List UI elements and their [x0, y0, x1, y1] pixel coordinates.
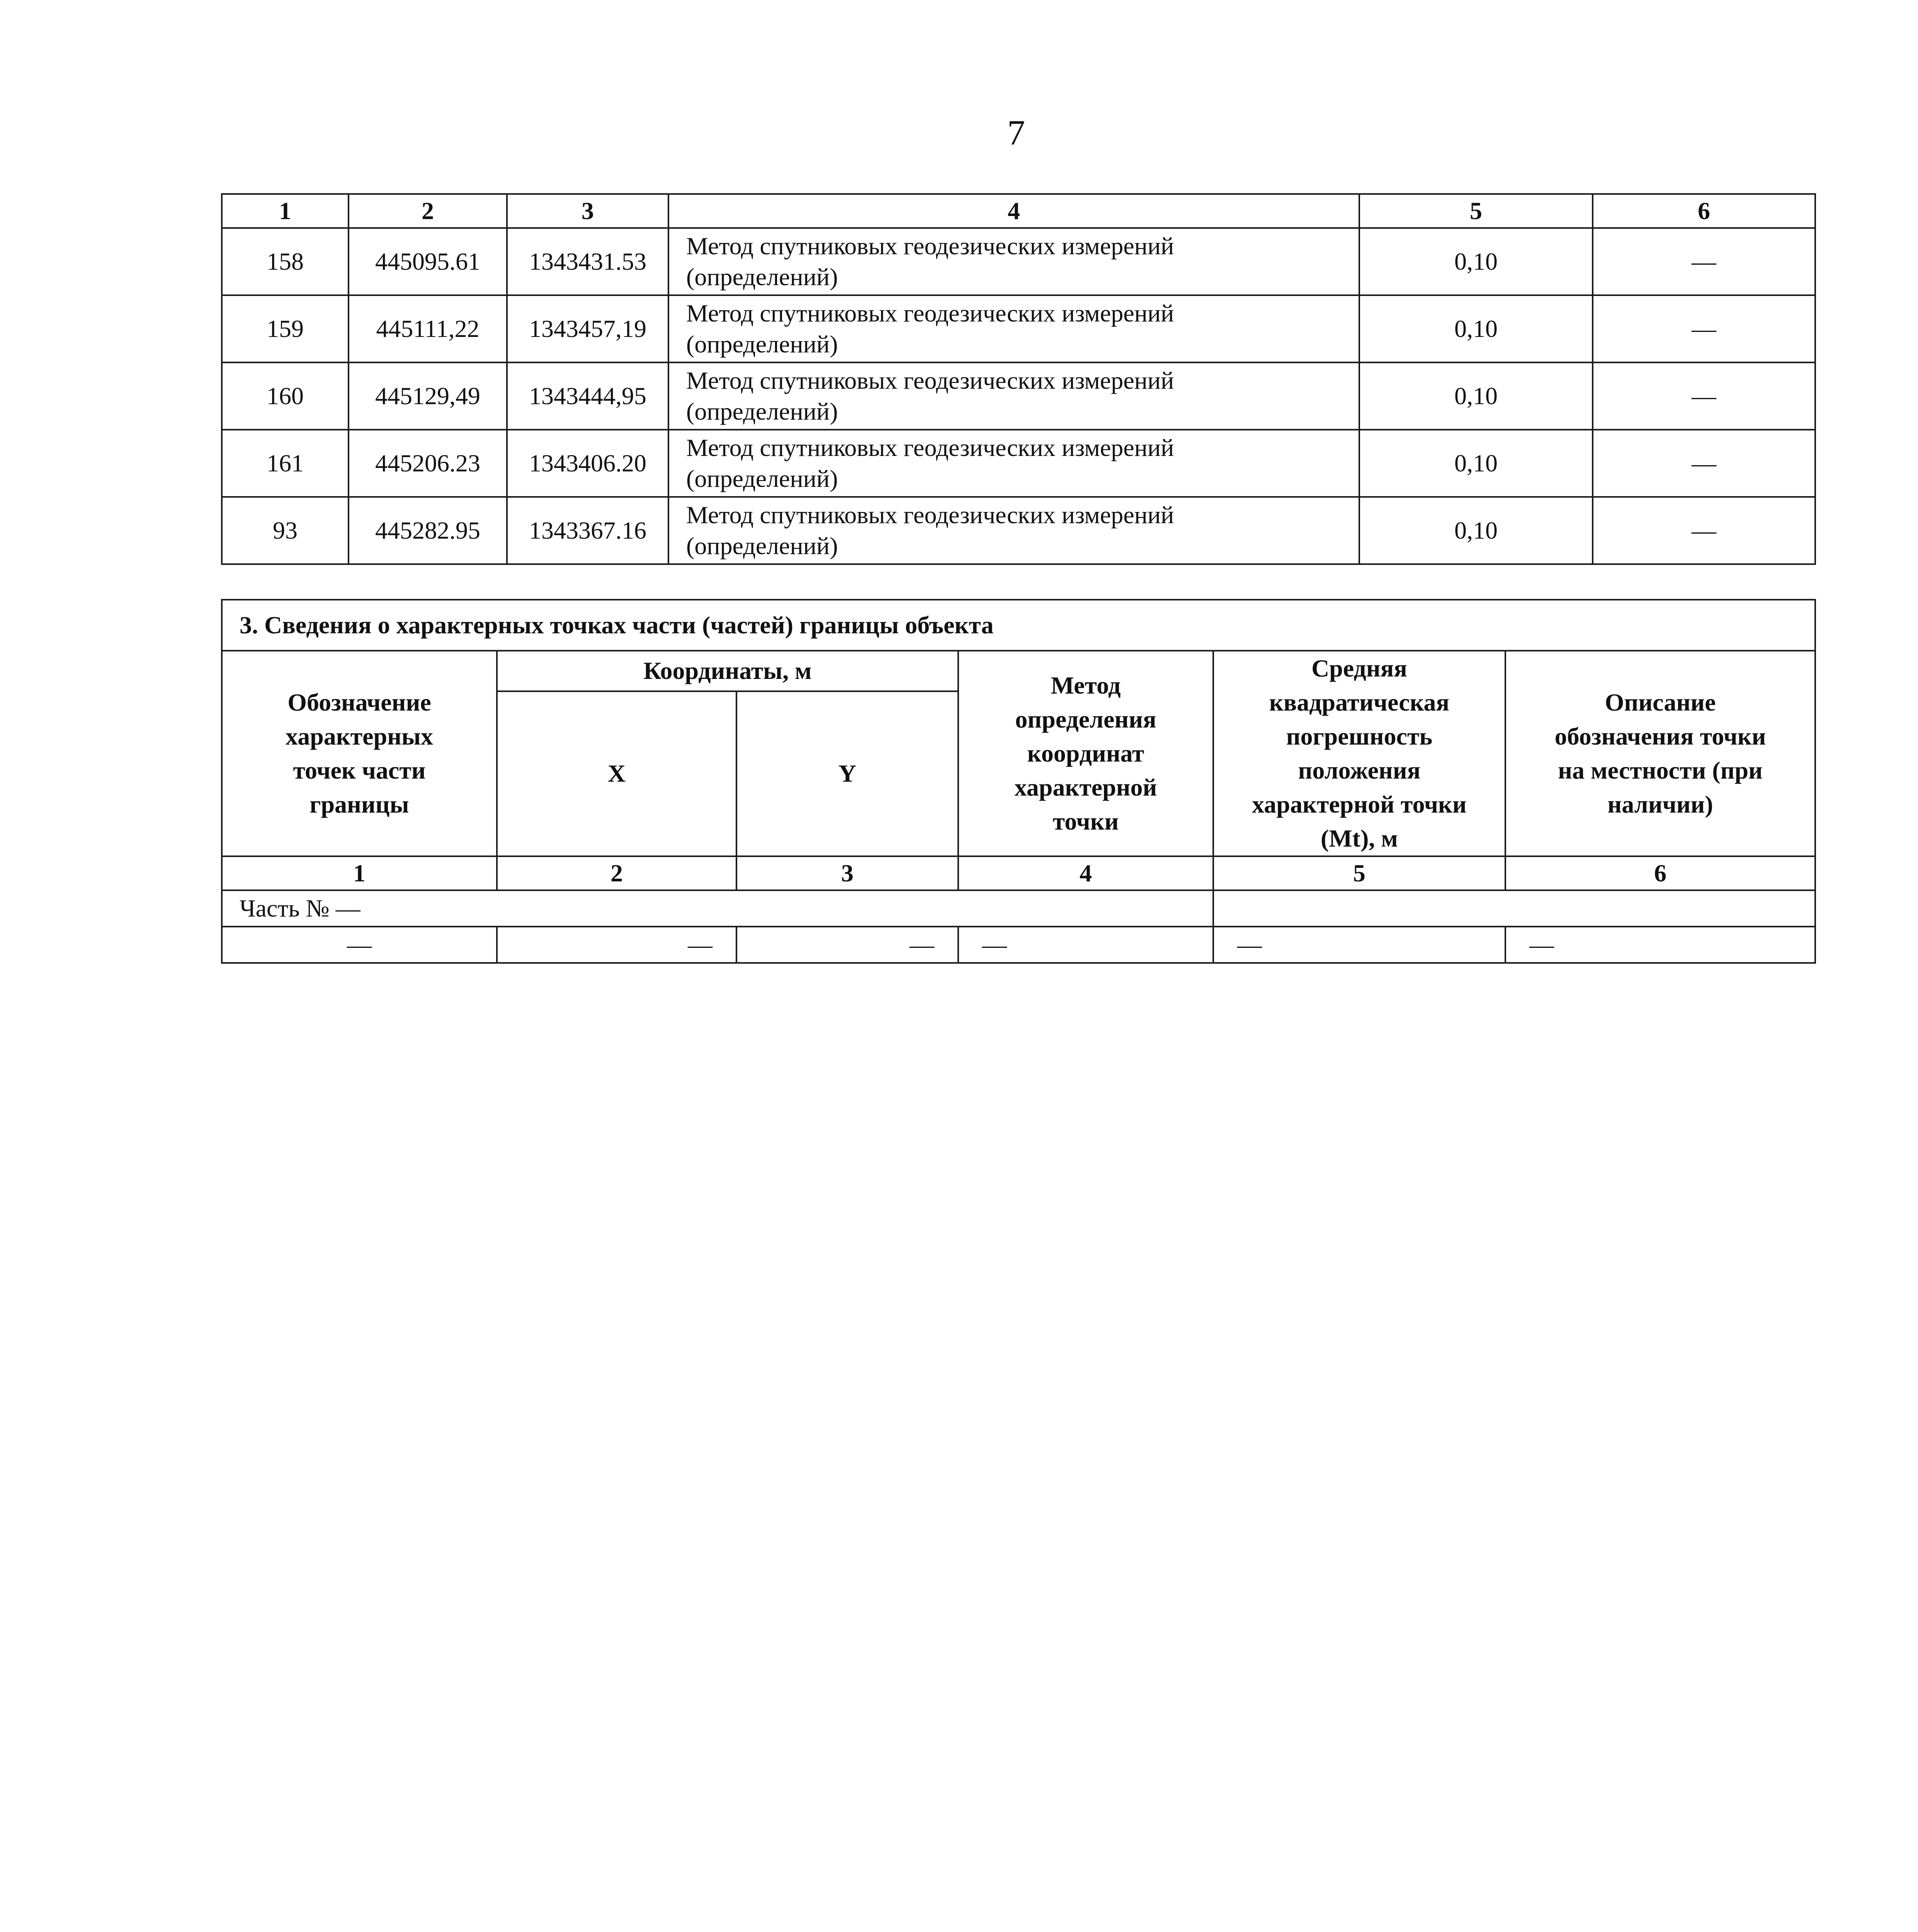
dash-cell: — [1505, 927, 1815, 963]
method-cell [668, 295, 1359, 362]
column-number: 5 [1213, 856, 1505, 890]
header-cell: 1 [222, 194, 349, 228]
header-accuracy [1213, 651, 1505, 856]
method-line: (определений) [686, 465, 838, 492]
dash-cell: — [958, 927, 1213, 963]
accuracy: 0,10 [1359, 430, 1593, 497]
column-number: 4 [958, 856, 1213, 890]
dash-cell: — [497, 927, 736, 963]
header-line: характерной точки [1252, 791, 1467, 818]
header-line: характерной [1014, 774, 1157, 801]
method-line: Метод спутниковых геодезических измерений [686, 434, 1174, 461]
table-header-row [222, 194, 1815, 228]
header-line: характерных [286, 723, 433, 750]
method-line: Метод спутниковых геодезических измерений [686, 299, 1174, 327]
header-line: точки [1053, 808, 1119, 835]
header-x: X [497, 691, 736, 856]
part-points-table [221, 599, 1816, 964]
accuracy: 0,10 [1359, 497, 1593, 564]
part-row [222, 890, 1815, 927]
description: — [1593, 497, 1815, 564]
point-number: 159 [222, 295, 349, 362]
header-point-designation [222, 651, 497, 856]
header-line: Описание [1605, 689, 1716, 716]
method-line: (определений) [686, 263, 838, 291]
header-line: положения [1298, 757, 1421, 784]
coord-y: 1343431.53 [507, 228, 668, 295]
method-cell [668, 228, 1359, 295]
dash-cell: — [1213, 927, 1505, 963]
table-row [222, 497, 1815, 564]
part-label: Часть № — [222, 890, 1213, 927]
header-line: погрешность [1286, 723, 1433, 750]
column-number: 2 [497, 856, 736, 890]
empty-cell [1213, 890, 1815, 927]
coord-y: 1343444,95 [507, 362, 668, 430]
header-line: точек части [293, 757, 426, 784]
method-cell [668, 430, 1359, 497]
coord-x: 445206.23 [349, 430, 507, 497]
header-cell: 2 [349, 194, 507, 228]
method-line: (определений) [686, 398, 838, 425]
point-number: 93 [222, 497, 349, 564]
table-row [222, 430, 1815, 497]
header-line: (Mt), м [1321, 825, 1398, 852]
method-cell [668, 497, 1359, 564]
header-method [958, 651, 1213, 856]
header-y: Y [736, 691, 958, 856]
header-description [1505, 651, 1815, 856]
header-line: границы [309, 791, 409, 818]
description: — [1593, 295, 1815, 362]
table-row [222, 228, 1815, 295]
header-line: определения [1015, 706, 1156, 733]
method-line: Метод спутниковых геодезических измерений [686, 232, 1174, 260]
accuracy: 0,10 [1359, 228, 1593, 295]
method-line: Метод спутниковых геодезических измерений [686, 367, 1174, 394]
coord-y: 1343457,19 [507, 295, 668, 362]
section-title: 3. Сведения о характерных точках части (частей) границы объекта [222, 600, 1815, 651]
description: — [1593, 362, 1815, 430]
method-line: (определений) [686, 330, 838, 358]
page-number: 7 [1007, 113, 1025, 152]
coord-y: 1343406.20 [507, 430, 668, 497]
header-cell: 4 [668, 194, 1359, 228]
description: — [1593, 430, 1815, 497]
dash-cell: — [736, 927, 958, 963]
header-line: обозначения точки [1554, 723, 1766, 750]
column-numbers-row [222, 856, 1815, 890]
header-cell: 5 [1359, 194, 1593, 228]
header-cell: 3 [507, 194, 668, 228]
table-row [222, 927, 1815, 963]
description: — [1593, 228, 1815, 295]
header-line: наличии) [1607, 791, 1713, 818]
table-header-row [222, 651, 1815, 691]
point-number: 160 [222, 362, 349, 430]
coord-x: 445129,49 [349, 362, 507, 430]
accuracy: 0,10 [1359, 362, 1593, 430]
header-line: на местности (при [1558, 757, 1763, 784]
header-line: Метод [1051, 672, 1121, 699]
table-row [222, 362, 1815, 430]
coord-x: 445282.95 [349, 497, 507, 564]
header-coordinates: Координаты, м [497, 651, 958, 691]
header-cell: 6 [1593, 194, 1815, 228]
coord-y: 1343367.16 [507, 497, 668, 564]
boundary-points-table [221, 193, 1816, 565]
accuracy: 0,10 [1359, 295, 1593, 362]
dash-cell: — [222, 927, 497, 963]
point-number: 161 [222, 430, 349, 497]
method-cell [668, 362, 1359, 430]
section-title-row [222, 600, 1815, 651]
table-row [222, 295, 1815, 362]
header-line: координат [1027, 740, 1144, 767]
method-line: Метод спутниковых геодезических измерений [686, 501, 1174, 529]
header-line: Обозначение [287, 689, 431, 716]
method-line: (определений) [686, 532, 838, 560]
column-number: 1 [222, 856, 497, 890]
coord-x: 445095.61 [349, 228, 507, 295]
coord-x: 445111,22 [349, 295, 507, 362]
header-line: Средняя [1311, 655, 1407, 682]
header-line: квадратическая [1269, 689, 1450, 716]
column-number: 6 [1505, 856, 1815, 890]
point-number: 158 [222, 228, 349, 295]
column-number: 3 [736, 856, 958, 890]
